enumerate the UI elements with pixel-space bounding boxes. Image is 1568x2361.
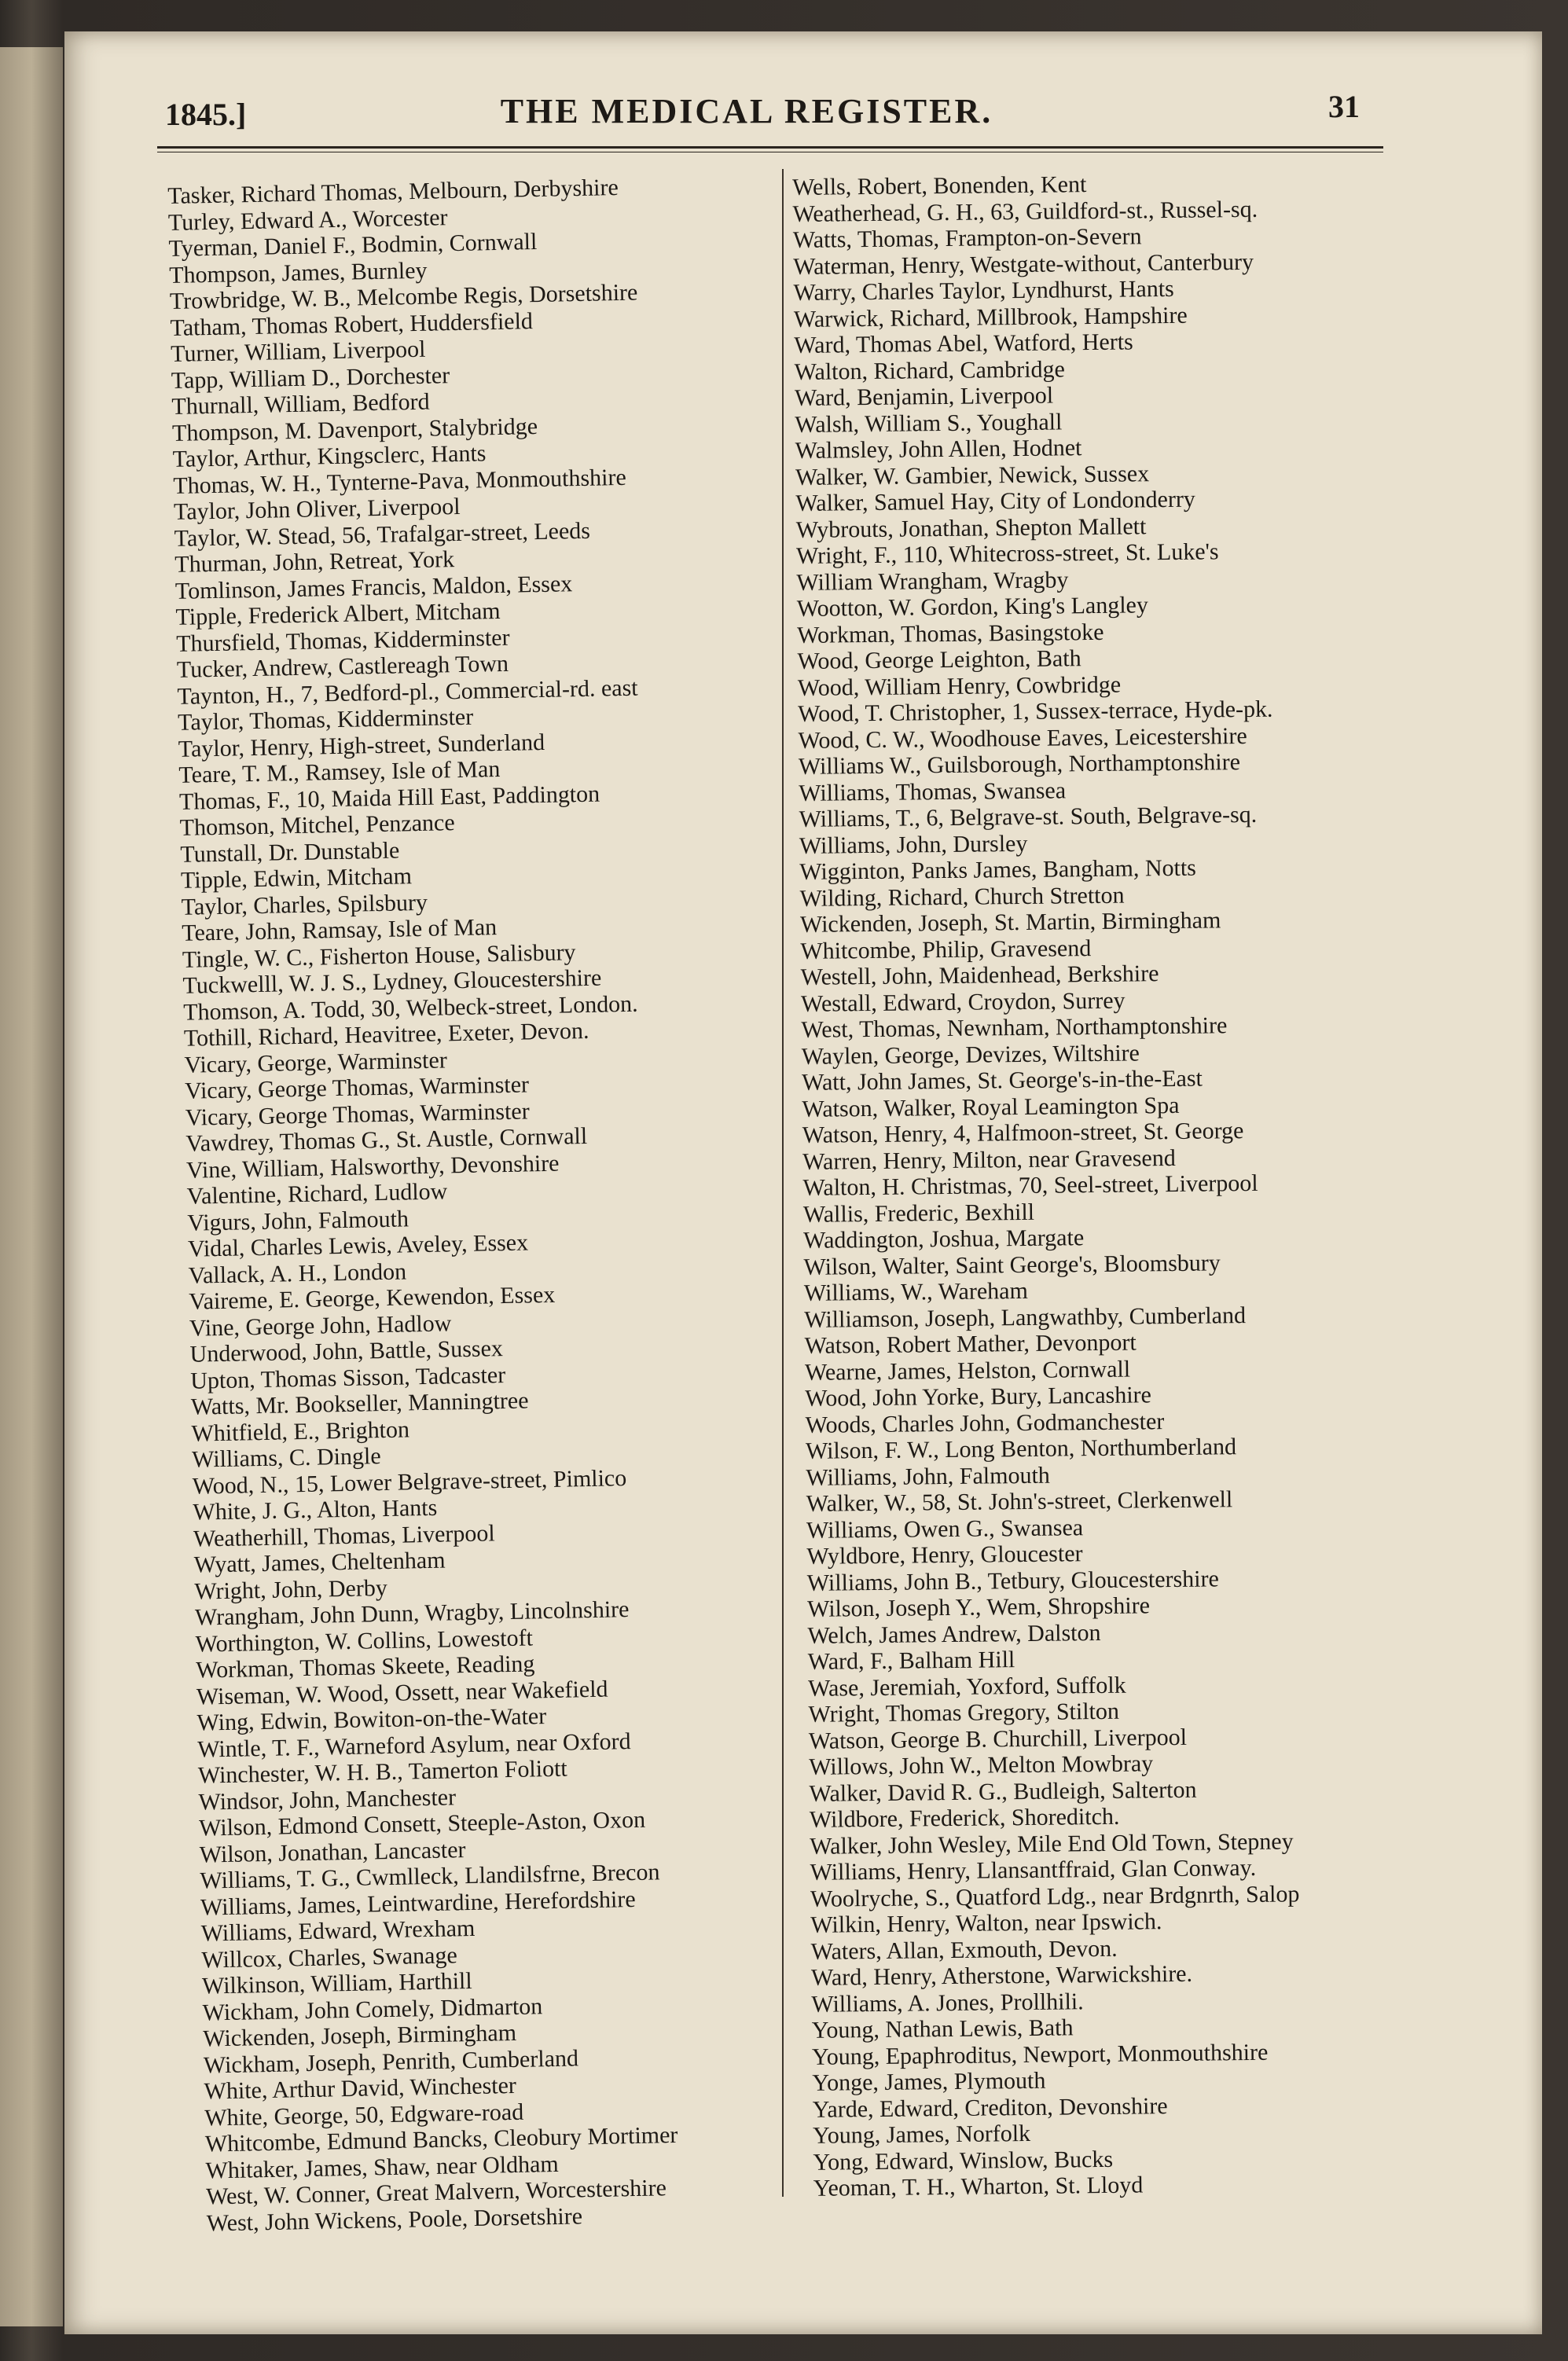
register-entry: Ward, F., Balham Hill [807, 1647, 1015, 1675]
register-entry: Wright, John, Derby [194, 1574, 388, 1605]
register-entry: Walker, W., 58, St. John's-street, Clerkenwell [806, 1486, 1233, 1517]
register-entry: Weatherhead, G. H., 63, Guildford-st., Russel-sq. [792, 196, 1258, 227]
register-entry: Tipple, Edwin, Mitcham [180, 863, 413, 894]
register-entry: Taylor, Charles, Spilsbury [181, 889, 428, 920]
register-entry: Young, James, Norfolk [812, 2120, 1031, 2149]
register-entry: Willows, John W., Melton Mowbray [809, 1750, 1154, 1780]
register-entry: Taylor, Thomas, Kidderminster [177, 703, 474, 736]
register-entry: Workman, Thomas, Basingstoke [796, 619, 1104, 648]
column-divider [782, 169, 784, 2197]
left-column-list [167, 171, 820, 2236]
register-entry: Vicary, George, Warminster [184, 1046, 448, 1078]
register-entry: Vawdrey, Thomas G., St. Austle, Cornwall [185, 1122, 588, 1157]
register-entry: Woods, Charles John, Godmanchester [805, 1408, 1165, 1438]
header-title: THE MEDICAL REGISTER. [500, 92, 993, 130]
register-entry: Winchester, W. H. B., Tamerton Foliott [197, 1755, 568, 1789]
register-entry: Ward, Benjamin, Liverpool [794, 382, 1054, 411]
register-entry: Vine, George John, Hadlow [189, 1309, 452, 1342]
register-entry: Williams, John B., Tetbury, Gloucestershire [806, 1565, 1220, 1596]
register-entry: Wickenden, Joseph, Birmingham [203, 2019, 517, 2052]
register-entry: Vaireme, E. George, Kewendon, Essex [189, 1281, 556, 1315]
register-entry: White, Arthur David, Winchester [204, 2072, 517, 2105]
register-entry: Wigginton, Panks James, Bangham, Notts [799, 854, 1197, 885]
register-entry: Thurman, John, Retreat, York [174, 546, 455, 578]
register-entry: Walsh, William S., Youghall [795, 408, 1063, 438]
register-entry: White, J. G., Alton, Hants [193, 1494, 438, 1526]
register-entry: Ward, Henry, Atherstone, Warwickshire. [810, 1960, 1193, 1991]
register-entry: Tucker, Andrew, Castlereagh Town [176, 650, 509, 683]
register-entry: Wilson, Edmond Consett, Steeple-Aston, Oxon [198, 1806, 646, 1841]
register-entry: Yarde, Edward, Crediton, Devonshire [812, 2092, 1168, 2123]
register-entry: Tunstall, Dr. Dunstable [180, 836, 400, 868]
register-entry: Williams, Thomas, Swansea [799, 777, 1067, 806]
register-entry: Wilding, Richard, Church Stretton [799, 882, 1125, 912]
register-entry: Woolryche, S., Quatford Ldg., near Brdgnrth, Salop [810, 1880, 1300, 1912]
register-entry: Williams, John, Dursley [799, 830, 1028, 859]
register-entry: Wilson, Jonathan, Lancaster [199, 1836, 466, 1868]
register-entry: Vicary, George Thomas, Warminster [185, 1097, 530, 1131]
register-entry: Wood, George Leighton, Bath [797, 645, 1081, 674]
register-entry: Watt, John James, St. George's-in-the-East [801, 1065, 1203, 1096]
header-page-number: 31 [1328, 89, 1360, 124]
register-entry: Westell, John, Maidenhead, Berkshire [800, 960, 1159, 990]
right-column-list [792, 168, 1411, 2201]
register-entry: Wright, F., 110, Whitecross-street, St. Luke's [795, 538, 1219, 569]
register-entry: Wilson, Joseph Y., Wem, Shropshire [806, 1592, 1151, 1622]
register-entry: Tatham, Thomas Robert, Huddersfield [170, 307, 534, 341]
register-entry: Williams, James, Leintwardine, Herefordshire [200, 1885, 636, 1921]
register-entry: Williams, Owen G., Swansea [806, 1514, 1084, 1544]
register-entry: Wallis, Frederic, Bexhill [802, 1199, 1035, 1228]
register-entry: Waddington, Joshua, Margate [803, 1225, 1085, 1254]
register-entry: Workman, Thomas Skeete, Reading [196, 1650, 535, 1684]
register-entry: Williamson, Joseph, Langwathby, Cumberland [804, 1302, 1247, 1333]
register-entry: Walker, David R. G., Budleigh, Salterton [809, 1776, 1197, 1807]
register-entry: Worthington, W. Collins, Lowestoft [195, 1624, 534, 1658]
register-entry: White, George, 50, Edgware-road [204, 2098, 524, 2132]
register-entry: Windsor, John, Manchester [198, 1783, 457, 1816]
register-entry: Thomson, A. Todd, 30, Welbeck-street, London. [182, 990, 638, 1026]
register-entry: Tyerman, Daniel F., Bodmin, Cornwall [168, 228, 538, 262]
register-entry: Tasker, Richard Thomas, Melbourn, Derbyshire [167, 174, 619, 209]
register-entry: Teare, John, Ramsay, Isle of Man [182, 914, 498, 946]
register-entry: Taynton, H., 7, Bedford-pl., Commercial-rd. east [177, 674, 638, 710]
register-entry: Wootton, W. Gordon, King's Langley [796, 592, 1149, 622]
register-entry: Ward, Thomas Abel, Watford, Herts [794, 329, 1133, 358]
register-entry: Thompson, James, Burnley [168, 257, 428, 288]
register-entry: Wickham, Joseph, Penrith, Cumberland [203, 2044, 579, 2079]
register-entry: Whitcombe, Edmund Bancks, Cleobury Mortimer [204, 2121, 678, 2157]
register-entry: Vidal, Charles Lewis, Aveley, Essex [187, 1229, 529, 1262]
register-entry: Welch, James Andrew, Dalston [807, 1619, 1101, 1649]
register-entry: Vallack, A. H., London [188, 1258, 407, 1289]
register-entry: Watson, Walker, Royal Leamington Spa [802, 1092, 1180, 1122]
register-entry: Wildbore, Frederick, Shoreditch. [809, 1803, 1120, 1833]
register-entry: Taylor, Henry, High-street, Sunderland [178, 729, 545, 762]
register-entry: Taylor, Arthur, Kingsclerc, Hants [172, 440, 487, 472]
register-entry: Whitcombe, Philip, Gravesend [800, 934, 1092, 964]
register-entry: Williams, John, Falmouth [806, 1462, 1050, 1491]
register-entry: Williams, C. Dingle [191, 1443, 381, 1473]
register-entry: Thomson, Mitchel, Penzance [179, 810, 455, 841]
register-entry: Tuckwelll, W. J. S., Lydney, Gloucestershire [182, 964, 602, 999]
register-entry: Whitaker, James, Shaw, near Oldham [205, 2150, 560, 2184]
register-entry: Wilkin, Henry, Walton, near Ipswich. [810, 1908, 1162, 1938]
register-entry: Whitfield, E., Brighton [191, 1415, 410, 1447]
header-rule-thick [157, 146, 1383, 149]
register-entry: Wood, John Yorke, Bury, Lancashire [805, 1382, 1152, 1412]
register-entry: Watts, Mr. Bookseller, Manningtree [190, 1387, 529, 1420]
register-entry: Wells, Robert, Bonenden, Kent [792, 171, 1087, 200]
register-entry: Walker, Samuel Hay, City of Londonderry [795, 486, 1196, 516]
register-entry: Wickham, John Comely, Didmarton [202, 1992, 543, 2026]
register-entry: Thursfield, Thomas, Kidderminster [175, 624, 510, 657]
register-entry: Trowbridge, W. B., Melcombe Regis, Dorsetshire [169, 279, 638, 314]
register-entry: Waylen, George, Devizes, Wiltshire [801, 1039, 1140, 1070]
register-entry: Tomlinson, James Francis, Maldon, Essex [174, 570, 573, 604]
register-entry: Wilkinson, William, Harthill [201, 1967, 472, 1999]
register-entry: Wood, N., 15, Lower Belgrave-street, Pimlico [192, 1464, 627, 1500]
register-entry: Warren, Henry, Milton, near Gravesend [802, 1144, 1176, 1175]
register-entry: Wright, Thomas Gregory, Stilton [808, 1698, 1120, 1728]
register-entry: Wyldbore, Henry, Gloucester [806, 1540, 1083, 1570]
register-entry: Wickenden, Joseph, St. Martin, Birmingham [799, 907, 1221, 938]
register-entry: Williams, Henry, Llansantffraid, Glan Conway. [810, 1854, 1257, 1885]
register-entry: Teare, T. M., Ramsey, Isle of Man [178, 756, 501, 788]
header-year: 1845.] [165, 97, 247, 132]
register-entry: Wiseman, W. Wood, Ossett, near Wakefield [196, 1676, 608, 1710]
register-entry: Williams, T. G., Cwmlleck, Llandilsfrne, Brecon [200, 1859, 660, 1894]
register-entry: Wood, C. W., Woodhouse Eaves, Leicestershire [798, 722, 1247, 754]
register-entry: Walker, John Wesley, Mile End Old Town, Stepney [810, 1827, 1294, 1860]
register-entry: Wrangham, John Dunn, Wragby, Lincolnshire [194, 1596, 630, 1631]
register-entry: Yonge, James, Plymouth [812, 2067, 1046, 2096]
register-entry: Yeoman, T. H., Wharton, St. Lloyd [813, 2172, 1144, 2201]
register-entry: Watts, Thomas, Frampton-on-Severn [792, 223, 1142, 253]
register-entry: Taylor, John Oliver, Liverpool [173, 493, 461, 525]
register-entry: Valentine, Richard, Ludlow [186, 1178, 448, 1210]
register-entry: William Wrangham, Wragby [796, 566, 1069, 596]
register-entry: Underwood, John, Battle, Sussex [189, 1335, 504, 1368]
register-entry: Tothill, Richard, Heavitree, Exeter, Devon. [183, 1017, 589, 1052]
register-entry: Watson, George B. Churchill, Liverpool [808, 1724, 1188, 1754]
register-entry: Young, Nathan Lewis, Bath [811, 2014, 1074, 2043]
register-entry: Turner, William, Liverpool [170, 336, 426, 367]
register-entry: Young, Epaphroditus, Newport, Monmouthshire [811, 2039, 1269, 2070]
register-entry: Vigurs, John, Falmouth [187, 1205, 409, 1236]
register-entry: West, W. Conner, Great Malvern, Worcestershire [205, 2175, 667, 2210]
register-entry: Wase, Jeremiah, Yoxford, Suffolk [807, 1672, 1126, 1702]
register-entry: Wyatt, James, Cheltenham [193, 1547, 446, 1578]
register-entry: Thomas, W. H., Tynterne-Pava, Monmouthshire [173, 464, 627, 499]
register-entry: Williams, W., Wareham [803, 1277, 1029, 1306]
register-entry: Tapp, William D., Dorchester [171, 362, 450, 394]
register-entry: Wybrouts, Jonathan, Shepton Mallett [795, 512, 1147, 543]
register-entry: Weatherhill, Thomas, Liverpool [193, 1519, 495, 1552]
register-entry: Warwick, Richard, Millbrook, Hampshire [793, 302, 1188, 332]
page-header [102, 86, 1391, 141]
register-entry: Walton, H. Christmas, 70, Seel-street, Liverpool [802, 1169, 1258, 1201]
register-entry: West, John Wickens, Poole, Dorsetshire [206, 2202, 583, 2237]
register-entry: Thurnall, William, Bedford [171, 388, 430, 420]
register-entry: Williams, T., 6, Belgrave-st. South, Belgrave-sq. [799, 801, 1258, 832]
register-entry: Wintle, T. F., Warneford Asylum, near Oxford [196, 1728, 631, 1763]
register-entry: Thomas, F., 10, Maida Hill East, Paddington [178, 780, 600, 815]
register-entry: Vicary, George Thomas, Warminster [184, 1071, 530, 1104]
register-entry: Wilson, F. W., Long Benton, Northumberland [805, 1434, 1237, 1464]
register-entry: Yong, Edward, Winslow, Bucks [813, 2146, 1114, 2176]
register-entry: Watson, Henry, 4, Halfmoon-street, St. George [802, 1118, 1244, 1148]
register-entry: Wilson, Walter, Saint George's, Bloomsbury [803, 1249, 1221, 1280]
register-entry: Walker, W. Gambier, Newick, Sussex [795, 460, 1150, 490]
register-entry: Tipple, Frederick Albert, Mitcham [175, 597, 501, 630]
register-entry: Taylor, W. Stead, 56, Trafalgar-street, Leeds [174, 517, 591, 552]
register-entry: Wood, T. Christopher, 1, Sussex-terrace, Hyde-pk. [798, 696, 1273, 727]
register-entry: Waterman, Henry, Westgate-without, Canterbury [793, 248, 1254, 280]
register-entry: Walton, Richard, Cambridge [794, 355, 1065, 385]
previous-page-edge [0, 47, 63, 2326]
register-entry: Wood, William Henry, Cowbridge [797, 671, 1122, 701]
register-entry: West, Thomas, Newnham, Northamptonshire [801, 1012, 1228, 1043]
register-entry: Tingle, W. C., Fisherton House, Salisbury [182, 938, 576, 973]
register-entry: Williams W., Guilsborough, Northamptonshire [798, 749, 1241, 780]
register-entry: Turley, Edward A., Worcester [167, 204, 448, 236]
register-entry: Wing, Edwin, Bowiton-on-the-Water [196, 1703, 547, 1736]
register-entry: Warry, Charles Taylor, Lyndhurst, Hants [793, 275, 1174, 306]
register-entry: Vine, William, Halsworthy, Devonshire [185, 1150, 560, 1184]
register-entry: Waters, Allan, Exmouth, Devon. [810, 1935, 1118, 1965]
register-entry: Wearne, James, Helston, Cornwall [804, 1356, 1131, 1386]
register-entry: Watson, Robert Mather, Devonport [804, 1329, 1137, 1359]
register-entry: Walmsley, John Allen, Hodnet [795, 435, 1082, 464]
register-entry: Upton, Thomas Sisson, Tadcaster [189, 1361, 506, 1394]
register-entry: Willcox, Charles, Swanage [201, 1941, 458, 1974]
register-entry: Williams, Edward, Wrexham [200, 1915, 476, 1947]
register-entry: Thompson, M. Davenport, Stalybridge [171, 413, 538, 446]
register-entry: Westall, Edward, Croydon, Surrey [800, 987, 1126, 1017]
register-entry: Williams, A. Jones, Prollhili. [811, 1988, 1084, 2018]
